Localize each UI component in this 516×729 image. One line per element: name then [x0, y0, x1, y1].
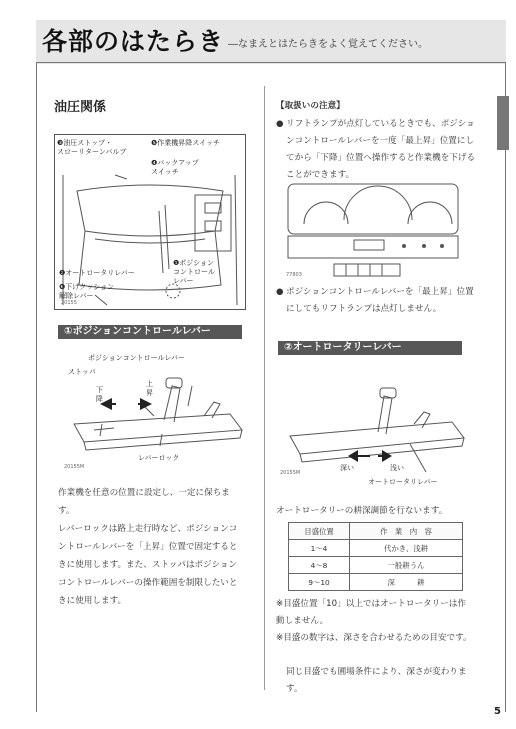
table-cell: 一般耕うん — [350, 557, 463, 574]
notice-lift-lamp: リフトランプが点灯しているときでも、ポジションコントロールレバーを一度「最上昇」位置にしてから「下降」位置へ操作すると作業機を下げることができます。 — [286, 119, 476, 180]
section-heading-hydraulics: 油圧関係 — [54, 100, 107, 115]
label-deep: 深い — [340, 464, 354, 472]
side-index-tab — [497, 96, 509, 150]
bullet-mark-2: ● — [276, 287, 284, 297]
depth-table-wrap — [288, 522, 463, 591]
table-cell: 代かき、浅耕 — [350, 540, 463, 557]
figure-meter-panel — [284, 180, 462, 280]
page-number: 5 — [494, 706, 501, 717]
label-shallow: 浅い — [390, 464, 404, 472]
page-subtitle: ―なまえとはたらきをよく覚えてください。 — [228, 39, 428, 50]
depth-table — [288, 522, 463, 591]
table-cell: 9～10 — [289, 574, 350, 591]
meter-panel-drawing — [284, 180, 462, 280]
notice-heading: 【取扱いの注意】 — [276, 101, 345, 111]
paragraph-position-lever: 作業機を任意の位置に設定し、一定に保ちます。 レバーロックは路上走行時など、ポジションコントロールレバーを「上昇」位置で固定するときに使用します。また、ストッパはポジションコントロールレバーの操作範囲を制限したいときに使用します。 — [58, 488, 238, 606]
label-down: 下降 — [96, 386, 103, 403]
table-cell: 深 耕 — [350, 574, 463, 591]
table-row — [289, 574, 463, 591]
callout-auto-rotary-lever: ❷オートロータリレバー — [59, 269, 135, 277]
table-header-cell: 目盛位置 — [289, 523, 350, 540]
table-intro: オートロータリーの耕深調節を行ないます。 — [276, 506, 448, 516]
bullet-mark-1: ● — [276, 119, 284, 129]
callout-backup-switch: ❹バックアップ スイッチ — [151, 159, 199, 176]
page-title: 各部のはたらき — [42, 27, 225, 56]
note-scale-guide: ※目盛の数字は、深さを合わせるための目安です。 — [276, 633, 472, 643]
section-bar-auto-rotary: ②オートロータリーレバー — [278, 341, 462, 355]
figure-code: 20155 — [61, 300, 77, 306]
table-cell: 1～4 — [289, 540, 350, 557]
table-row — [289, 557, 463, 574]
callout-cushion-release-lever: ❻下げクッション 解除レバー — [59, 283, 115, 300]
figure-code-2: 20155M — [64, 464, 85, 470]
label-up: 上昇 — [146, 380, 153, 397]
callout-position-lever: ❶ポジション コントロール レバー — [173, 259, 215, 285]
auto-rotary-drawing — [274, 362, 474, 496]
callout-stop-valve: ❸油圧ストップ・ スローリターンバルブ — [57, 139, 127, 156]
meter-figure-code: 77803 — [286, 272, 302, 278]
column-divider — [264, 86, 265, 690]
note-field-condition: 同じ目盛でも圃場条件により、深さが変わります。 — [286, 667, 467, 694]
notice-lamp-off: ポジションコントロールレバーを「最上昇」位置にしてもリフトランプは点灯しません。 — [286, 287, 474, 314]
figure-position-lever — [54, 346, 250, 472]
table-row — [289, 540, 463, 557]
figure-seat-area — [54, 134, 246, 310]
note-max-position: ※目盛位置「10」以上ではオートロータリーは作動しません。 — [276, 599, 467, 626]
table-cell: 4～8 — [289, 557, 350, 574]
callout-lift-switch: ❺作業機昇降スイッチ — [151, 139, 220, 147]
table-header-row — [289, 523, 463, 540]
figure-code-4: 20155M — [280, 470, 301, 476]
label-stopper: ストッパ — [68, 368, 96, 376]
label-auto-rotary-lever: オートロータリレバー — [368, 478, 438, 486]
label-position-lever: ポジションコントロールレバー — [88, 354, 185, 362]
section-bar-position-control: ①ポジションコントロールレバー — [58, 325, 242, 339]
table-header-cell: 作 業 内 容 — [350, 523, 463, 540]
label-lever-lock: レバーロック — [138, 454, 180, 462]
figure-auto-rotary-lever — [274, 362, 474, 496]
